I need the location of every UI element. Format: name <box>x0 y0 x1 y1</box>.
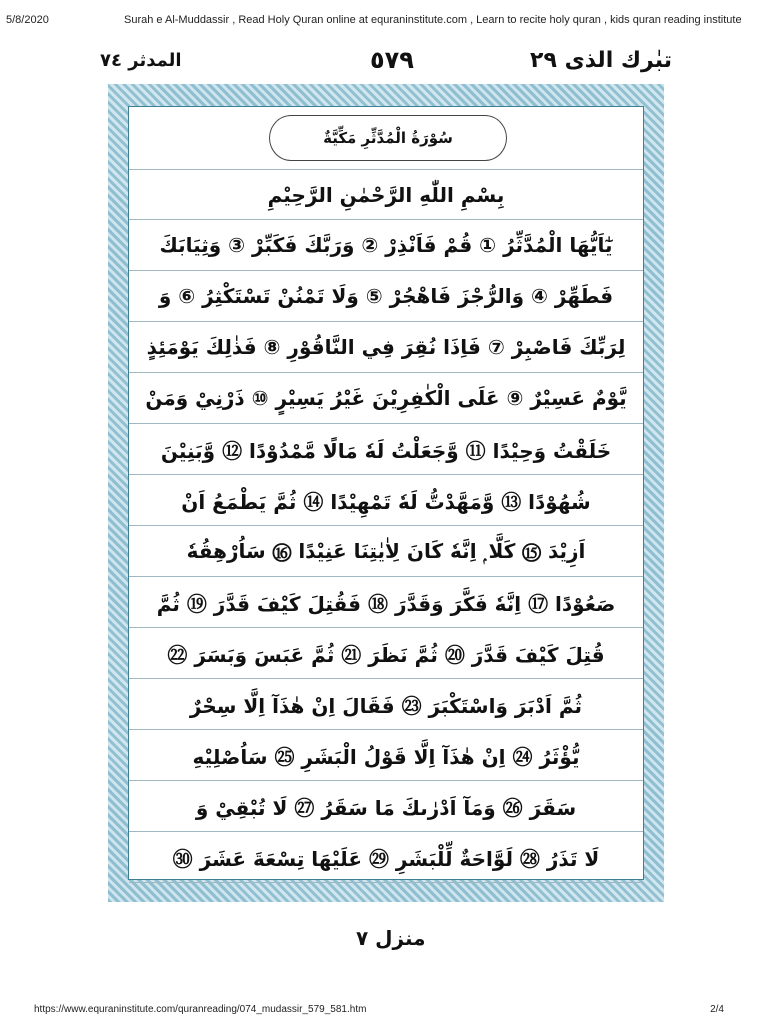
verse-line: سَقَرَ ㉖ وَمَآ اَدْرٰىكَ مَا سَقَرُ ㉗ لَا تُبْقِيْ وَ <box>129 781 643 832</box>
verse-lines <box>129 169 643 883</box>
mushaf-page-header <box>100 44 672 78</box>
verse-line: ثُمَّ اَدْبَرَ وَاسْتَكْبَرَ ㉓ فَقَالَ اِنْ هٰذَآ اِلَّا سِحْرٌ <box>129 679 643 730</box>
verse-line: لِرَبِّكَ فَاصْبِرْ ⑦ فَاِذَا نُقِرَ فِي النَّاقُوْرِ ⑧ فَذٰلِكَ يَوْمَئِذٍ <box>129 322 643 373</box>
surah-title: سُوْرَةُ الْمُدَّثِّرِ مَكِّيَّةٌ <box>269 115 507 161</box>
ornamental-border <box>108 84 664 902</box>
verse-line: لَا تَذَرُ ㉘ لَوَّاحَةٌ لِّلْبَشَرِ ㉙ عَلَيْهَا تِسْعَةَ عَشَرَ ㉚ <box>129 832 643 883</box>
print-page-count: 2/4 <box>710 1004 724 1015</box>
source-url-link[interactable]: https://www.equraninstitute.com/quranreading/074_mudassir_579_581.htm <box>34 1004 367 1015</box>
surah-short-label: المدثر ٧٤ <box>100 50 182 71</box>
verse-line: خَلَقْتُ وَحِيْدًا ⑪ وَّجَعَلْتُ لَهٗ مَالًا مَّمْدُوْدًا ⑫ وَّبَنِيْنَ <box>129 424 643 475</box>
verse-line: شُهُوْدًا ⑬ وَّمَهَّدْتُّ لَهٗ تَمْهِيْدًا ⑭ ثُمَّ يَطْمَعُ اَنْ <box>129 475 643 526</box>
verse-line: قُتِلَ كَيْفَ قَدَّرَ ⑳ ثُمَّ نَظَرَ ㉑ ثُمَّ عَبَسَ وَبَسَرَ ㉒ <box>129 628 643 679</box>
print-title: Surah e Al-Muddassir , Read Holy Quran online at equraninstitute.com , Learn to recite holy quran , kids quran reading institute <box>124 14 742 26</box>
verse-line: يٰٓاَيُّهَا الْمُدَّثِّرُ ① قُمْ فَاَنْذِرْ ② وَرَبَّكَ فَكَبِّرْ ③ وَثِيَابَكَ <box>129 220 643 271</box>
verse-line: بِسْمِ اللّٰهِ الرَّحْمٰنِ الرَّحِيْمِ <box>129 169 643 220</box>
print-header <box>0 14 768 28</box>
manzil-label: منزل ٧ <box>356 926 426 950</box>
verse-line: اَزِيْدَ ⑮ كَلَّا ۭ اِنَّهٗ كَانَ لِاٰيٰتِنَا عَنِيْدًا ⑯ سَاُرْهِقُهٗ <box>129 526 643 577</box>
verse-line: فَطَهِّرْ ④ وَالرُّجْزَ فَاهْجُرْ ⑤ وَلَا تَمْنُنْ تَسْتَكْثِرُ ⑥ وَ <box>129 271 643 322</box>
verse-line: صَعُوْدًا ⑰ اِنَّهٗ فَكَّرَ وَقَدَّرَ ⑱ فَقُتِلَ كَيْفَ قَدَّرَ ⑲ ثُمَّ <box>129 577 643 628</box>
juz-label: تبٰرك الذى ٢٩ <box>530 48 672 73</box>
page-number: ٥٧٩ <box>370 46 414 74</box>
verse-line: يُّؤْثَرُ ㉔ اِنْ هٰذَآ اِلَّا قَوْلُ الْبَشَرِ ㉕ سَاُصْلِيْهِ <box>129 730 643 781</box>
verse-line: يَّوْمٌ عَسِيْرٌ ⑨ عَلَى الْكٰفِرِيْنَ غَيْرُ يَسِيْرٍ ⑩ ذَرْنِيْ وَمَنْ <box>129 373 643 424</box>
print-date: 5/8/2020 <box>6 14 49 26</box>
text-panel <box>128 106 644 880</box>
